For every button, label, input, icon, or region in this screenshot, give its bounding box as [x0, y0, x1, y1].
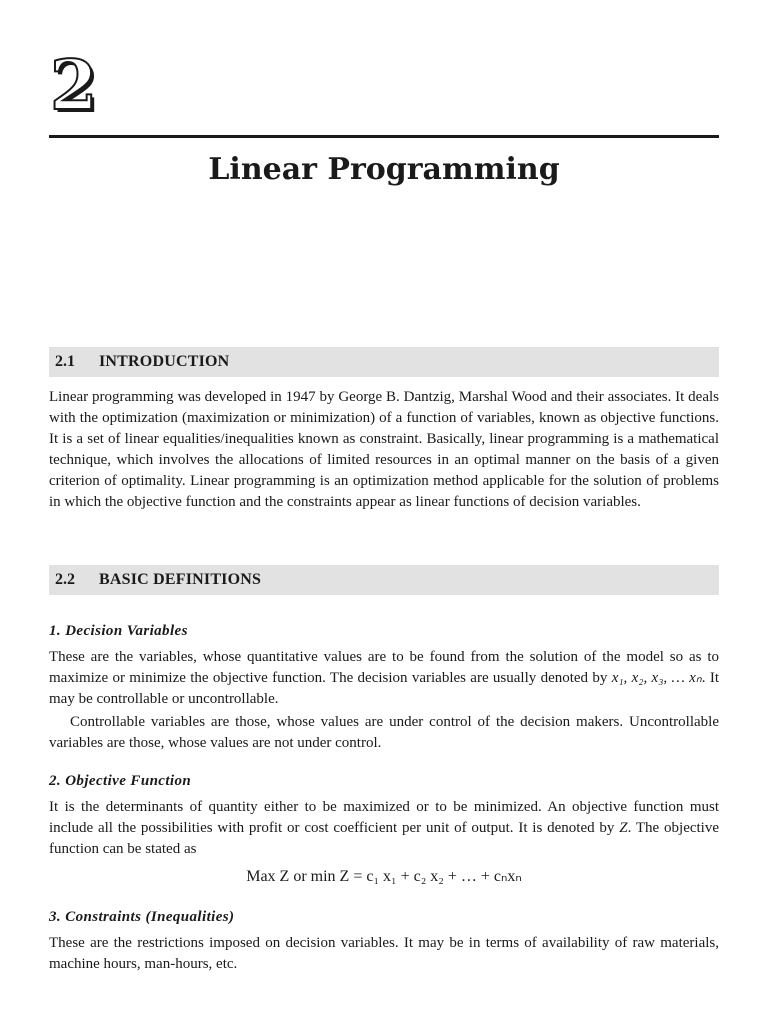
objective-function-equation: Max Z or min Z = c₁ x₁ + c₂ x₂ + … + cₙxₙ — [246, 868, 522, 885]
section-title: INTRODUCTION — [99, 353, 230, 370]
subheading-decision-variables: 1. Decision Variables — [49, 623, 188, 639]
section-heading-basic-definitions — [49, 565, 719, 595]
section-heading-introduction — [49, 347, 719, 377]
section-number: 2.1 — [55, 353, 75, 370]
section-title: BASIC DEFINITIONS — [99, 571, 262, 588]
chapter-number: 2 — [50, 46, 98, 126]
chapter-divider — [49, 135, 719, 138]
decision-variables-paragraph — [49, 647, 719, 710]
controllable-variables-paragraph: Controllable variables are those, whose values are under control of the decision makers. Uncontrollable variables are those, whose values are not under control. — [49, 714, 719, 751]
decision-variables-tail: . It may be controllable or uncontrollable. — [49, 670, 720, 707]
constraints-paragraph: These are the restrictions imposed on decision variables. It may be in terms of availability of raw materials, machine hours, man-hours, etc. — [49, 935, 719, 972]
subheading-objective-function: 2. Objective Function — [49, 773, 192, 789]
subheading-constraints: 3. Constraints (Inequalities) — [49, 909, 235, 925]
objective-function-symbol: Z — [619, 820, 628, 836]
chapter-title: Linear Programming — [208, 152, 560, 187]
objective-function-text: It is the determinants of quantity either to be maximized or to be minimized. An objective function must include all the possibilities with profit or cost coefficient per unit of output. It is denoted by — [49, 799, 719, 836]
objective-function-paragraph — [49, 797, 719, 860]
decision-variables-symbols: x₁, x₂, x₃, … xₙ — [611, 670, 702, 686]
objective-function-tail: . The objective function can be stated as — [49, 820, 720, 857]
introduction-paragraph: Linear programming was developed in 1947 by George B. Dantzig, Marshal Wood and their associates. It deals with the optimization (maximization or minimization) of a function of variables, known as objective functions. It is a set of linear equalities/inequalities known as constraint. Basically, linear programming is a mathematical technique, which involves the allocations of limited resources in an optimal manner on the basis of a given criterion of optimality. Linear programming is an optimization method applicable for the solution of problems in which the objective function and the constraints appear as linear functions of decision variables. — [49, 389, 719, 510]
decision-variables-text: These are the variables, whose quantitative values are to be found from the solution of the model so as to maximize or minimize the objective function. The decision variables are usually denoted by — [49, 649, 719, 686]
section-number: 2.2 — [55, 571, 75, 588]
